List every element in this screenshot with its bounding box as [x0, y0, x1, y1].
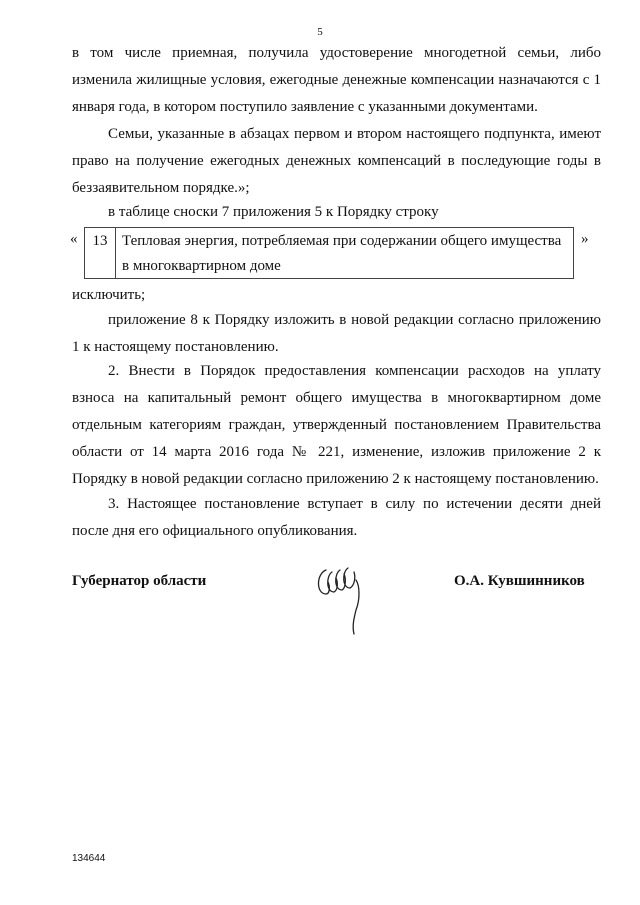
paragraph-appendix-8: приложение 8 к Порядку изложить в новой редакции согласно приложению 1 к настоящему постановлению.	[72, 312, 601, 355]
page-number: 5	[317, 26, 323, 38]
paragraph-item-3: 3. Настоящее постановление вступает в силу по истечении десяти дней после дня его официального опубликования.	[72, 496, 601, 539]
handwritten-signature	[312, 560, 372, 635]
signatory-position: Губернатор области	[72, 573, 207, 589]
row-text-cell: Тепловая энергия, потребляемая при содержании общего имущества в многоквартирном доме	[122, 233, 562, 274]
paragraph-continuation: в том числе приемная, получила удостоверение многодетной семьи, либо изменила жилищные условия, ежегодные денежные компенсации назначаются с 1 января года, в котором поступило заявление с указанными документами.	[72, 45, 601, 115]
open-quote: «	[70, 231, 78, 247]
close-quote: »	[581, 231, 589, 247]
paragraph-families-rights: Семьи, указанные в абзацах первом и втором настоящего подпункта, имеют право на получение ежегодных денежных компенсаций в последующие годы в беззаявительном порядке.»;	[72, 126, 601, 196]
row-number-cell: 13	[85, 228, 116, 278]
excluded-table-row	[84, 227, 574, 279]
paragraph-table-footnote: в таблице сноски 7 приложения 5 к Порядку строку	[108, 204, 439, 220]
exclude-instruction: исключить;	[72, 287, 146, 303]
paragraph-item-2: 2. Внести в Порядок предоставления компенсации расходов на уплату взноса на капитальный ремонт общего имущества в многоквартирном доме отдельным категориям граждан, утвержденный постановлением Правительства области от 14 марта 2016 года № 221, изменение, изложив приложение 2 к Порядку в новой редакции согласно приложению 2 к настоящему постановлению.	[72, 363, 601, 487]
signatory-name: О.А. Кувшинников	[454, 573, 585, 589]
document-code: 134644	[72, 853, 106, 864]
